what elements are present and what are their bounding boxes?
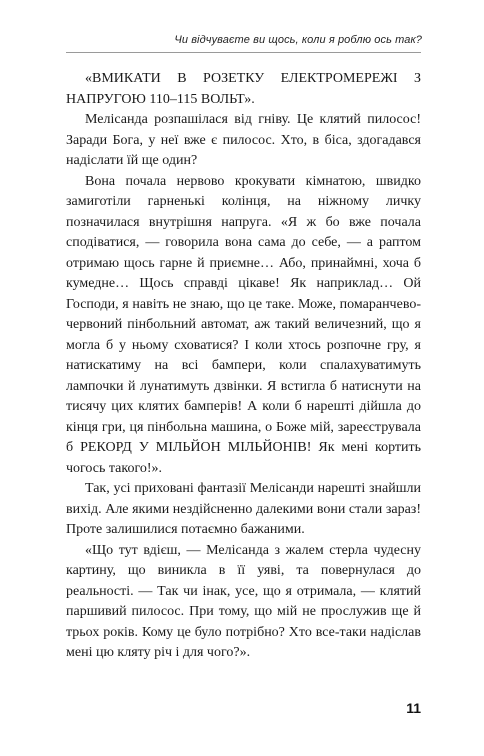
paragraph: Так, усі приховані фантазії Мелісанди нарешті знайшли вихід. Але якими нездійсненно далекими вони стали зараз! Проте залишилися потаємно бажаними. — [66, 481, 421, 537]
page-number: 11 — [406, 700, 421, 716]
header-divider — [66, 52, 421, 53]
paragraph: Мелісанда розпашілася від гніву. Це клятий пилосос! Заради Бога, у неї вже є пилосос. Хто, в біса, здогадався надіслати їй ще один? — [66, 112, 421, 168]
paragraph: «ВМИКАТИ В РОЗЕТКУ ЕЛЕКТРОМЕРЕЖІ З НАПРУГОЮ 110–115 ВОЛЬТ». — [66, 71, 421, 107]
paragraph: Вона почала нервово крокувати кімнатою, швидко замиготіли гарненькі колінця, на ніжному личку позначилася внутрішня напруга. «Я ж бо вже почала сподіватися, — говорила вона сама до себе, — а раптом отримаю щось гарне й приємне… Або, принаймні, хоча б кумедне… Щось справді цікаве! Як наприклад… Ой Господи, я навіть не знаю, що це таке. Може, помаранчево-червоний пінбольний автомат, аж такий величезний, що я могла б у ньому сховатися? І коли хтось розпочне гру, я натискатиму на всі бампери, коли спалахуватимуть лампочки й лунатимуть дзвінки. Я встигла б натиснути на тисячу цих клятих бамперів! А коли б нарешті дійшла до кінця гри, ця пінбольна машина, о Боже мій, зареєструвала б РЕКОРД У МІЛЬЙОН МІЛЬЙОНІВ! Як мені кортить чогось такого!». — [66, 173, 421, 476]
paragraph: «Що тут вдієш, — Мелісанда з жалем стерла чудесну картину, що виникла в її уяві, та повернулася до реальності. — Так чи інак, усе, що я отримала, — клятий паршивий пилосос. При тому, що мій не прослужив ще й трьох років. Кому це було потрібно? Хто все-таки надіслав мені цю кляту річ і для чого?». — [66, 542, 421, 660]
running-header: Чи відчуваєте ви щось, коли я роблю ось так? — [174, 34, 422, 46]
page-body — [66, 69, 421, 664]
